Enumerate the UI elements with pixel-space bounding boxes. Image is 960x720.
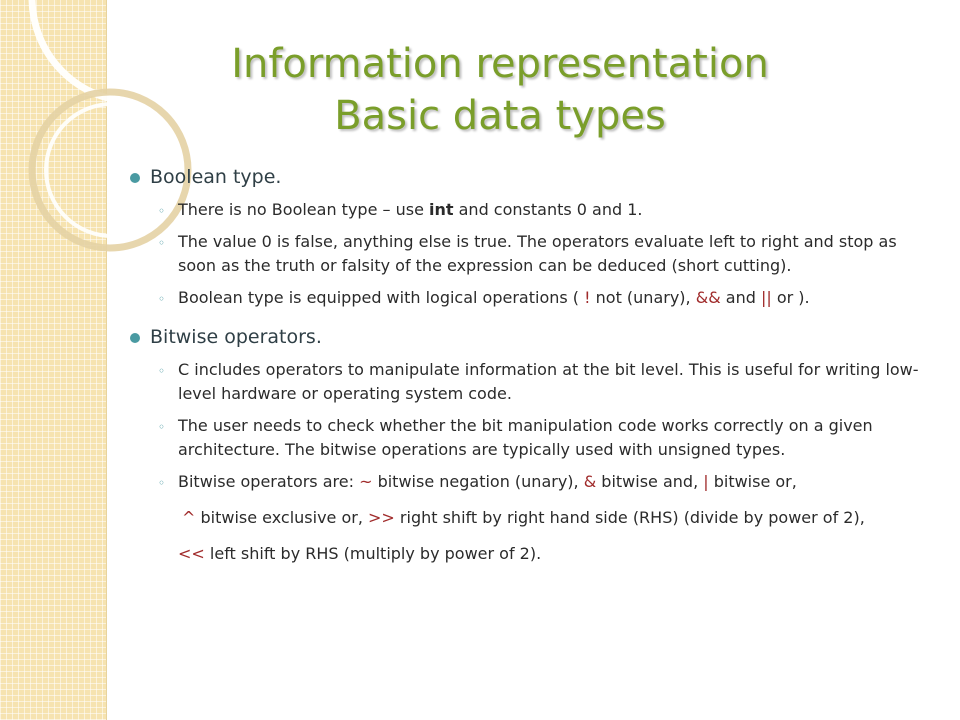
boolean-item-2-text: The value 0 is false, anything else is true. The operators evaluate left to right and stop as soon as the truth or falsity of the expression can be deduced (short cutting). xyxy=(178,232,897,275)
bullet-dot-icon xyxy=(130,333,140,343)
bullet-boolean xyxy=(130,164,930,190)
text: bitwise negation (unary), xyxy=(372,472,584,491)
bitwise-item-2-text: The user needs to check whether the bit manipulation code works correctly on a given architecture. The bitwise operations are typically used with unsigned types. xyxy=(178,416,873,459)
boolean-item-3 xyxy=(130,286,930,310)
bitwise-item-2 xyxy=(130,414,930,462)
text: right shift by right hand side (RHS) (divide by power of 2), xyxy=(394,508,865,527)
and-operator: && xyxy=(695,288,721,307)
boolean-item-1-text-end: and constants 0 and 1. xyxy=(453,200,643,219)
slide-content xyxy=(130,160,930,566)
bitwise-heading: Bitwise operators. xyxy=(150,326,322,348)
bitwise-continuation-1 xyxy=(130,506,930,530)
not-operator: ! xyxy=(584,288,591,307)
tilde-operator: ~ xyxy=(359,472,373,491)
boolean-heading: Boolean type. xyxy=(150,166,282,188)
slide-title xyxy=(150,38,850,142)
text: left shift by RHS (multiply by power of 2). xyxy=(204,544,542,563)
text: and xyxy=(720,288,761,307)
boolean-item-1-text: There is no Boolean type – use xyxy=(178,200,429,219)
ampersand-operator: & xyxy=(583,472,597,491)
sub-bullet-icon: ◦ xyxy=(158,420,166,434)
right-shift-operator: >> xyxy=(368,508,395,527)
or-operator: || xyxy=(760,288,772,307)
sub-bullet-icon: ◦ xyxy=(158,364,166,378)
title-line-1: Information representation xyxy=(231,41,769,87)
bitwise-item-1 xyxy=(130,358,930,406)
text: Bitwise operators are: xyxy=(178,472,360,491)
sub-bullet-icon: ◦ xyxy=(158,476,166,490)
text: bitwise exclusive or, xyxy=(195,508,369,527)
bullet-dot-icon xyxy=(130,173,140,183)
bitwise-item-1-text: C includes operators to manipulate information at the bit level. This is useful for writing low-level hardware or operating system code. xyxy=(178,360,919,403)
text: bitwise and, xyxy=(596,472,704,491)
text: bitwise or, xyxy=(708,472,797,491)
boolean-item-2 xyxy=(130,230,930,278)
left-shift-operator: << xyxy=(178,544,205,563)
int-keyword: int xyxy=(429,200,454,219)
text: or ). xyxy=(771,288,810,307)
bullet-bitwise xyxy=(130,324,930,350)
sub-bullet-icon: ◦ xyxy=(158,204,166,218)
pipe-operator: | xyxy=(703,472,709,491)
bitwise-continuation-2 xyxy=(130,542,930,566)
xor-operator: ^ xyxy=(182,508,196,527)
text: not (unary), xyxy=(590,288,696,307)
title-line-2: Basic data types xyxy=(334,93,666,139)
boolean-item-1 xyxy=(130,198,930,222)
sub-bullet-icon: ◦ xyxy=(158,292,166,306)
text: Boolean type is equipped with logical operations ( xyxy=(178,288,585,307)
sub-bullet-icon: ◦ xyxy=(158,236,166,250)
bitwise-item-3 xyxy=(130,470,930,494)
